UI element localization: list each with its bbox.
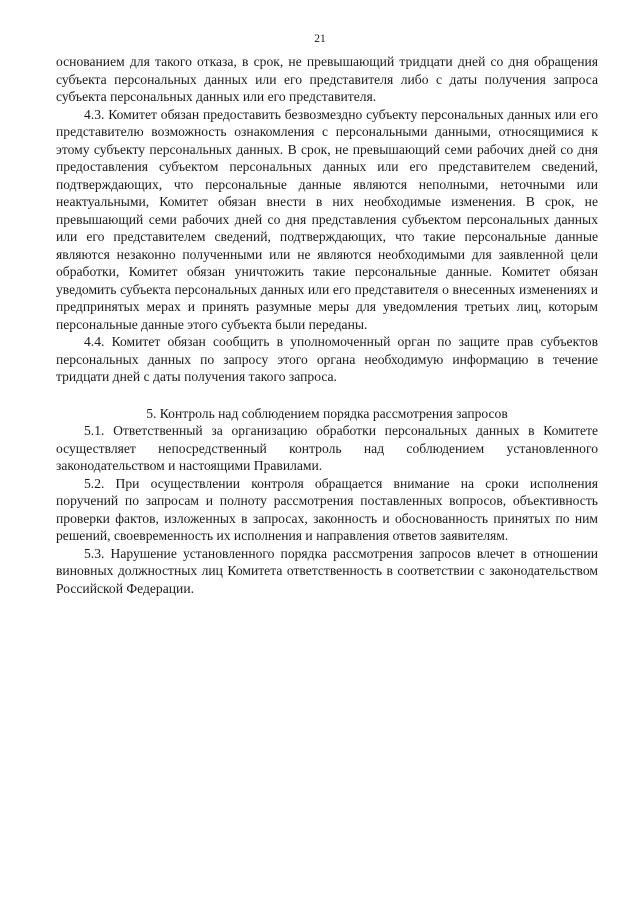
paragraph-4-3: 4.3. Комитет обязан предоставить безвозмездно субъекту персональных данных или его представителю возможность ознакомления с персональными данными, относящимися к этому субъекту персональных данных. В срок, не превышающий семи рабочих дней со дня предоставления субъектом персональных данных или его представителем сведений, подтверждающих, что персональные данные являются неполными, неточными или неактуальными, Комитет обязан внести в них необходимые изменения. В срок, не превышающий семи рабочих дней со дня представления субъектом персональных данных или его представителем сведений, подтверждающих, что такие персональные данные являются незаконно полученными или не являются необходимыми для заявленной цели обработки, Комитет обязан уничтожить такие персональные данные. Комитет обязан уведомить субъекта персональных данных или его представителя о внесенных изменениях и предпринятых мерах и принять разумные меры для уведомления третьих лиц, которым персональные данные этого субъекта были переданы. [56, 106, 598, 332]
section-5-title: 5. Контроль над соблюдением порядка рассмотрения запросов [146, 405, 508, 421]
paragraph-5-1: 5.1. Ответственный за организацию обработки персональных данных в Комитете осуществляет непосредственный контроль над соблюдением установленного законодательством и настоящими Правилами. [56, 423, 598, 473]
paragraph-5-3: 5.3. Нарушение установленного порядка рассмотрения запросов влечет в отношении виновных должностных лиц Комитета ответственность в соответствии с законодательством Российской Федерации. [56, 545, 598, 596]
paragraph-4-4: 4.4. Комитет обязан сообщить в уполномоченный орган по защите прав субъектов персональных данных по запросу этого органа необходимую информацию в течение тридцати дней с даты получения такого запроса. [56, 334, 598, 384]
paragraph-continuation: основанием для такого отказа, в срок, не превышающий тридцати дней со дня обращения субъекта персональных данных или его представителя либо с даты получения запроса субъекта персональных данных или его представителя. [56, 54, 598, 104]
document-body [56, 53, 598, 597]
page-number: 21 [314, 33, 326, 45]
paragraph-5-2: 5.2. При осуществлении контроля обращается внимание на сроки исполнения поручений по запросам и полноту рассмотрения поставленных вопросов, объективность проверки фактов, изложенных в запросах, законность и обоснованность принятых по ним решений, своевременность их исполнения и направления ответов заявителям. [56, 475, 598, 543]
